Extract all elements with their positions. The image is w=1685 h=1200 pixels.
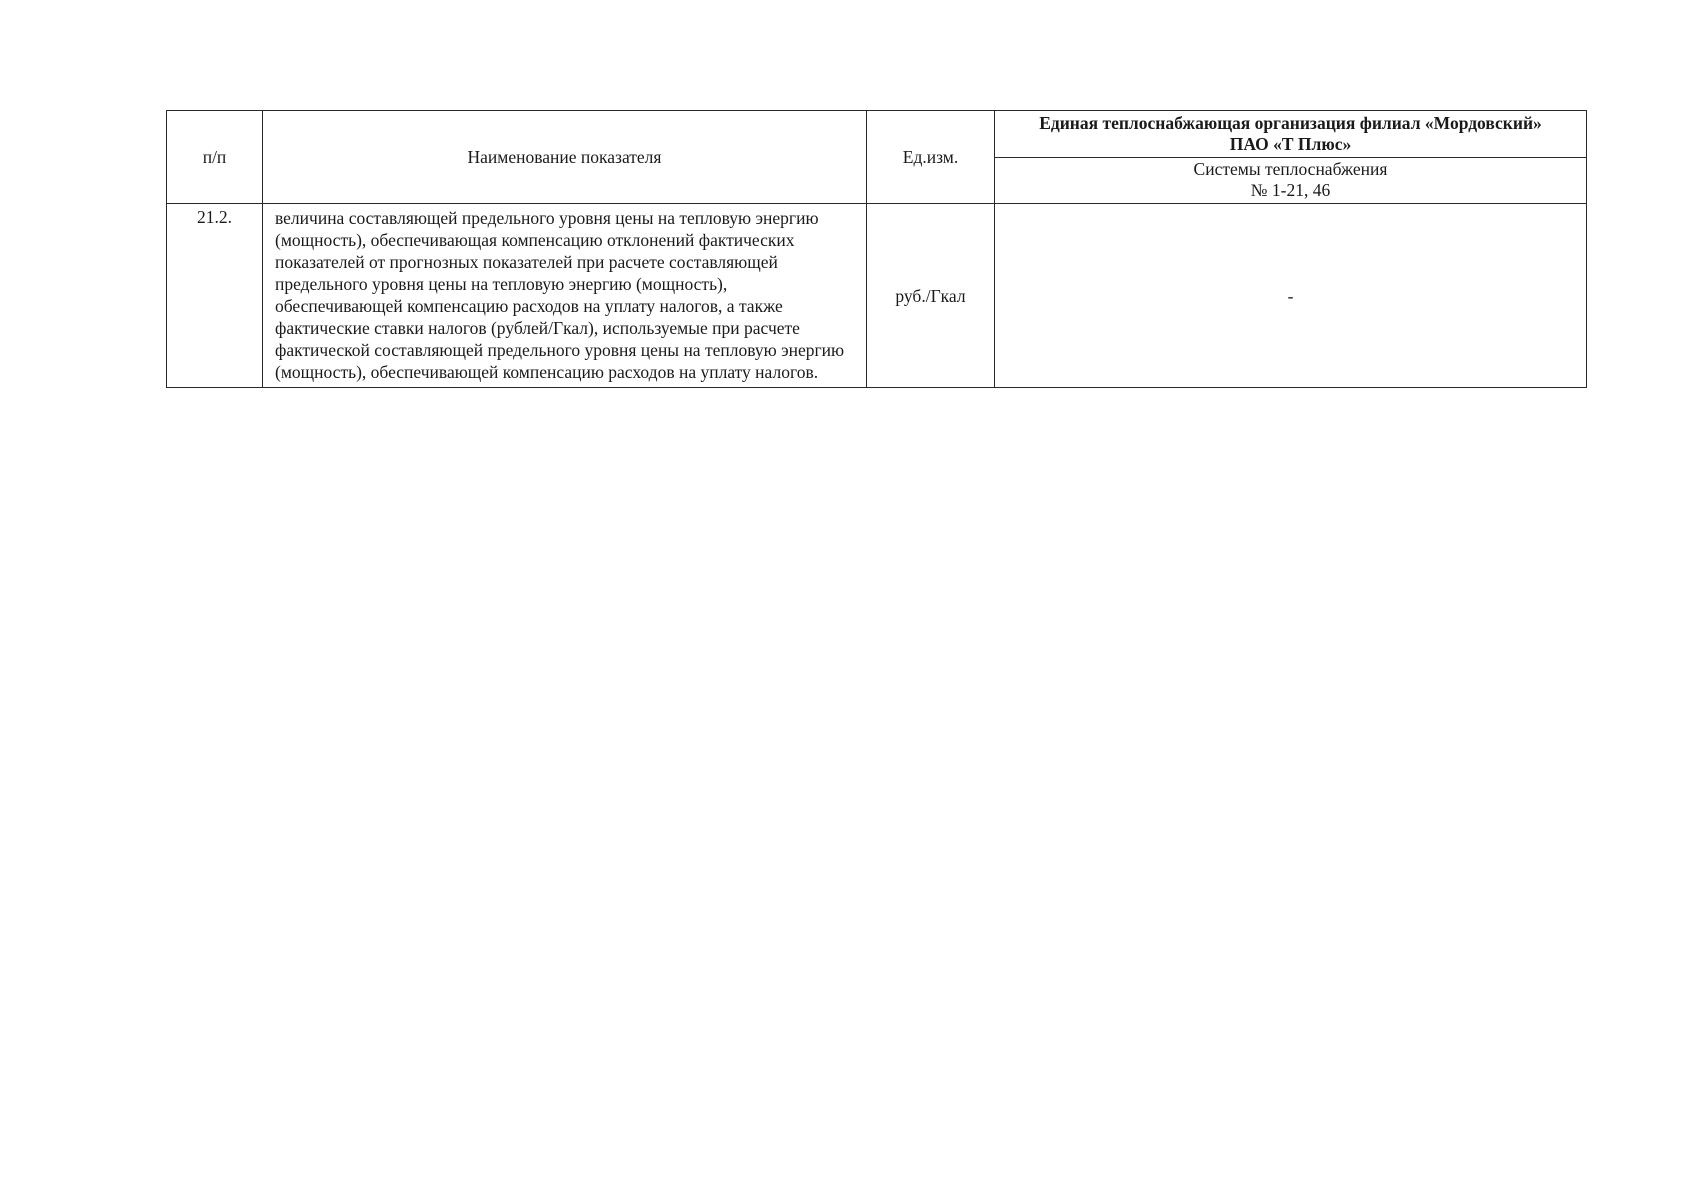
- header-organization-line1: Единая теплоснабжающая организация филиал «Мордовский»: [1039, 112, 1542, 133]
- header-systems-line1: Системы теплоснабжения: [1193, 159, 1388, 180]
- header-organization: [995, 111, 1587, 158]
- row-value: -: [995, 204, 1587, 388]
- table-row: [167, 204, 1587, 388]
- header-organization-line2: ПАО «Т Плюс»: [1229, 133, 1352, 154]
- row-indicator-name: величина составляющей предельного уровня цены на тепловую энергию (мощность), обеспечивающая компенсацию отклонений фактических показателей от прогнозных показателей при расчете составляющей предельного уровня цены на тепловую энергию (мощность), обеспечивающей компенсацию расходов на уплату налогов, а также фактические ставки налогов (рублей/Гкал), используемые при расчете фактической составляющей предельного уровня цены на тепловую энергию (мощность), обеспечивающей компенсацию расходов на уплату налогов.: [263, 204, 867, 388]
- header-row: [167, 111, 1587, 158]
- row-number: 21.2.: [167, 204, 263, 388]
- header-systems: [995, 157, 1587, 204]
- row-unit: руб./Гкал: [867, 204, 995, 388]
- header-unit: Ед.изм.: [867, 111, 995, 204]
- header-name: Наименование показателя: [263, 111, 867, 204]
- indicator-table: [166, 110, 1587, 388]
- header-num: п/п: [167, 111, 263, 204]
- header-systems-line2: № 1-21, 46: [1250, 180, 1331, 201]
